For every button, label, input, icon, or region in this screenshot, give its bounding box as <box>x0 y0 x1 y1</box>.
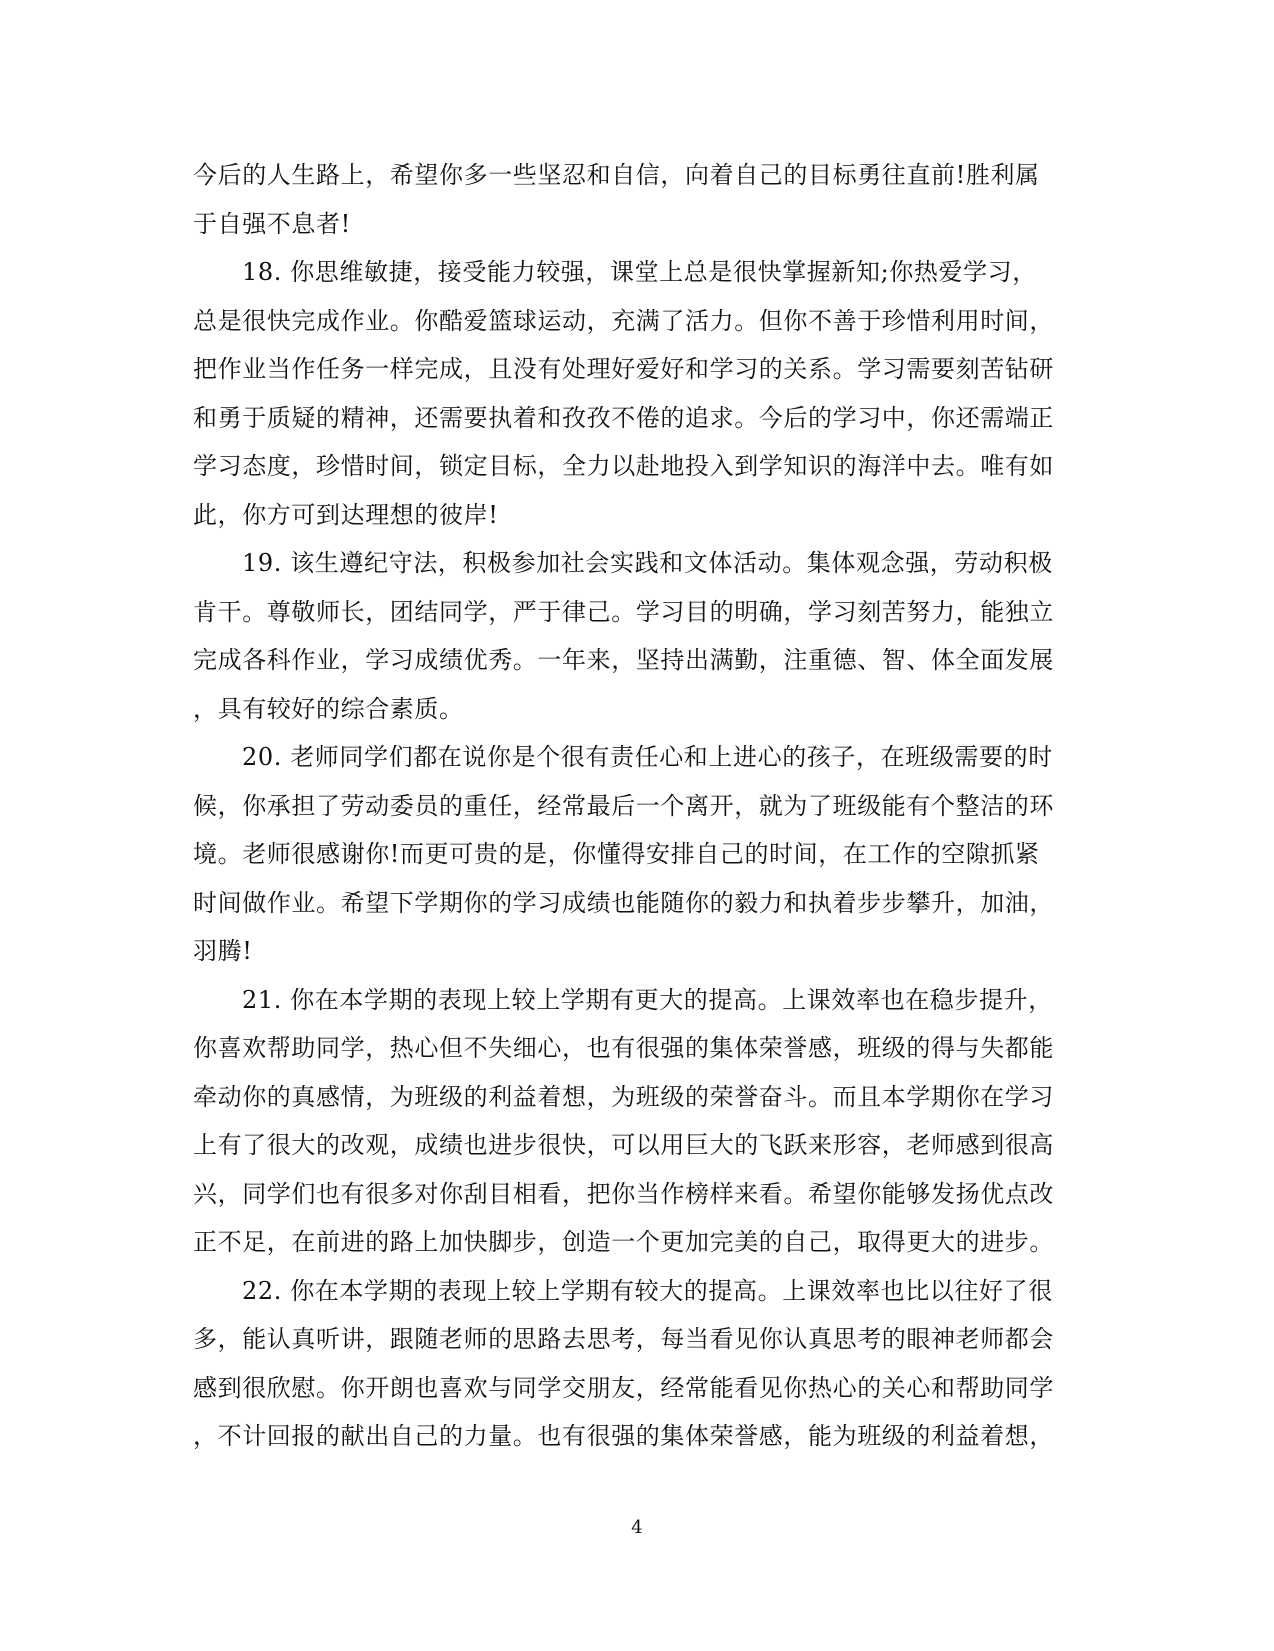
text-line: 和勇于质疑的精神，还需要执着和孜孜不倦的追求。今后的学习中，你还需端正 <box>193 403 1054 432</box>
text-line: 正不足，在前进的路上加快脚步，创造一个更加完美的自己，取得更大的进步。 <box>193 1228 1054 1256</box>
text-line: 21. 你在本学期的表现上较上学期有更大的提高。上课效率也在稳步提升， <box>242 985 1053 1014</box>
text-line: ，具有较好的综合素质。 <box>193 694 464 723</box>
text-line: 把作业当作任务一样完成，且没有处理好爱好和学习的关系。学习需要刻苦钻研 <box>193 355 1054 383</box>
text-line: 总是很快完成作业。你酷爱篮球运动，充满了活力。但你不善于珍惜利用时间， <box>193 306 1054 335</box>
page-number: 4 <box>631 1517 643 1538</box>
text-line: 感到很欣慰。你开朗也喜欢与同学交朋友，经常能看见你热心的关心和帮助同学 <box>193 1373 1054 1402</box>
text-line: 完成各科作业，学习成绩优秀。一年来，坚持出满勤，注重德、智、体全面发展 <box>193 646 1054 674</box>
text-line: 候，你承担了劳动委员的重任，经常最后一个离开，就为了班级能有个整洁的环 <box>193 791 1054 820</box>
text-line: 19. 该生遵纪守法，积极参加社会实践和文体活动。集体观念强，劳动积极 <box>242 549 1053 577</box>
text-line: 羽腾! <box>193 937 253 965</box>
text-line: 22. 你在本学期的表现上较上学期有较大的提高。上课效率也比以往好了很 <box>242 1276 1053 1305</box>
text-line: 兴，同学们也有很多对你刮目相看，把你当作榜样来看。希望你能够发扬优点改 <box>193 1179 1054 1208</box>
text-line: 学习态度，珍惜时间，锁定目标，全力以赴地投入到学知识的海洋中去。唯有如 <box>193 452 1054 480</box>
text-line: 肯干。尊敬师长，团结同学，严于律己。学习目的明确，学习刻苦努力，能独立 <box>193 597 1054 626</box>
text-line: 18. 你思维敏捷，接受能力较强，课堂上总是很快掌握新知;你热爱学习， <box>242 258 1037 286</box>
text-line: 于自强不息者! <box>193 209 351 238</box>
text-line: 你喜欢帮助同学，热心但不失细心，也有很强的集体荣誉感，班级的得与失都能 <box>193 1034 1054 1062</box>
text-line: 境。老师很感谢你!而更可贵的是，你懂得安排自己的时间，在工作的空隙抓紧 <box>193 840 1040 868</box>
text-line: ，不计回报的献出自己的力量。也有很强的集体荣誉感，能为班级的利益着想， <box>193 1422 1054 1450</box>
text-line: 时间做作业。希望下学期你的学习成绩也能随你的毅力和执着步步攀升，加油， <box>193 888 1054 917</box>
text-line: 多，能认真听讲，跟随老师的思路去思考，每当看见你认真思考的眼神老师都会 <box>193 1325 1054 1353</box>
text-line: 上有了很大的改观，成绩也进步很快，可以用巨大的飞跃来形容，老师感到很高 <box>193 1131 1054 1159</box>
document-body <box>193 151 1073 1461</box>
text-line: 今后的人生路上，希望你多一些坚忍和自信，向着自己的目标勇往直前!胜利属 <box>193 161 1040 189</box>
text-line: 20. 老师同学们都在说你是个很有责任心和上进心的孩子，在班级需要的时 <box>242 743 1053 771</box>
text-line: 此，你方可到达理想的彼岸! <box>193 500 499 529</box>
text-line: 牵动你的真感情，为班级的利益着想，为班级的荣誉奋斗。而且本学期你在学习 <box>193 1082 1054 1111</box>
